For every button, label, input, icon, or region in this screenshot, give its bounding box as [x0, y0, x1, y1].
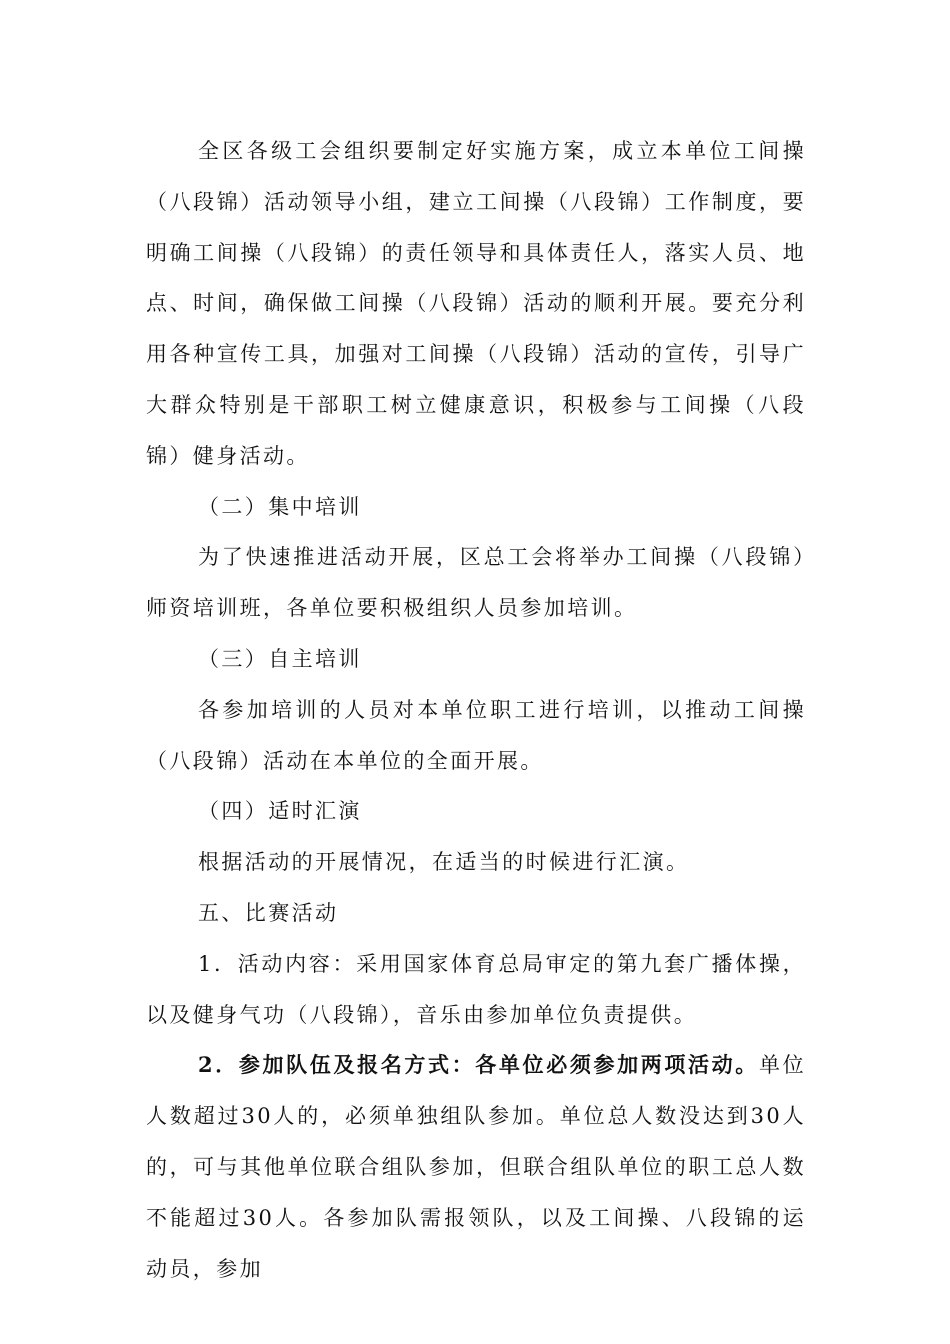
- paragraph-work-plan: 全区各级工会组织要制定好实施方案，成立本单位工间操（八段锦）活动领导小组，建立工间操（八段锦）工作制度，要明确工间操（八段锦）的责任领导和具体责任人，落实人员、地点、时间，确保做工间操（八段锦）活动的顺利开展。要充分利用各种宣传工具，加强对工间操（八段锦）活动的宣传，引导广大群众特别是干部职工树立健康意识，积极参与工间操（八段锦）健身活动。: [146, 139, 806, 468]
- section-heading-self-training: （三）自主培训: [198, 646, 362, 671]
- paragraph-registration: [146, 1040, 806, 1294]
- section-heading-performance: （四）适时汇演: [198, 799, 362, 824]
- registration-bold-lead: 2．参加队伍及报名方式：各单位必须参加两项活动。: [198, 1052, 759, 1078]
- paragraph-self-training: 各参加培训的人员对本单位职工进行培训，以推动工间操（八段锦）活动在本单位的全面开展。: [146, 697, 806, 773]
- registration-body-text: 单位人数超过30人的，必须单独组队参加。单位总人数没达到30人的，可与其他单位联合组队参加，但联合组队单位的职工总人数不能超过30人。各参加队需报领队，以及工间操、八段锦的运动员，参加: [146, 1053, 806, 1281]
- paragraph-performance: 根据活动的开展情况，在适当的时候进行汇演。: [198, 850, 690, 875]
- section-heading-centralized-training: （二）集中培训: [198, 494, 362, 519]
- paragraph-centralized-training: 为了快速推进活动开展，区总工会将举办工间操（八段锦）师资培训班，各单位要积极组织人员参加培训。: [146, 545, 806, 621]
- paragraph-activity-content: 1．活动内容：采用国家体育总局审定的第九套广播体操，以及健身气功（八段锦），音乐由参加单位负责提供。: [146, 951, 806, 1027]
- section-heading-competition: 五、比赛活动: [198, 900, 339, 925]
- document-body: [146, 126, 806, 1294]
